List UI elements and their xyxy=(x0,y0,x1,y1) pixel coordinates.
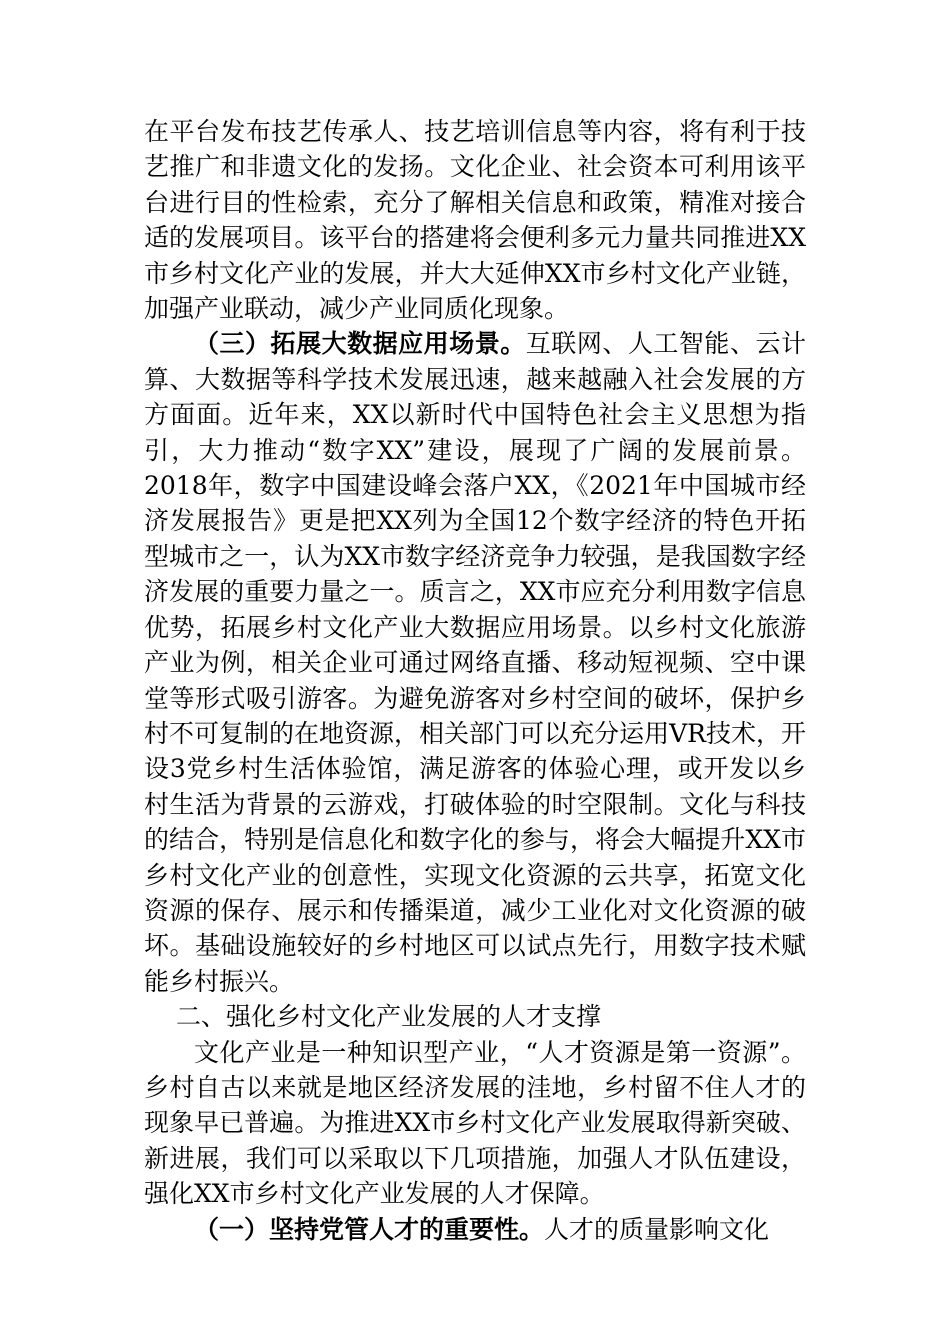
body-paragraph: 在平台发布技艺传承人、技艺培训信息等内容，将有利于技艺推广和非遗文化的发扬。文化企业、社会资本可利用该平台进行目的性检索，充分了解相关信息和政策，精准对接合适的发展项目。该平台的搭建将会便利多元力量共同推进XX市乡村文化产业的发展，并大大延伸XX市乡村文化产业链，加强产业联动，减少产业同质化现象。 xyxy=(144,117,806,324)
body-paragraph: 文化产业是一种知识型产业，“人才资源是第一资源”。乡村自古以来就是地区经济发展的洼地，乡村留不住人才的现象早已普遍。为推进XX市乡村文化产业发展取得新突破、新进展，我们可以采取以下几项措施，加强人才队伍建设，强化XX市乡村文化产业发展的人才保障。 xyxy=(144,1037,806,1209)
subsection-heading: （一）坚持党管人才的重要性。 xyxy=(194,1214,545,1244)
body-paragraph xyxy=(144,1212,806,1247)
paragraph-text: 人才的质量影响文化 xyxy=(544,1214,770,1244)
paragraph-text: 互联网、人工智能、云计算、大数据等科学技术发展迅速，越来越融入社会发展的方方面面。近年来，XX以新时代中国特色社会主义思想为指引，大力推动“数字XX”建设，展现了广阔的发展前景。2018年，数字中国建设峰会落户XX，《2021年中国城市经济发展报告》更是把XX列为全国12个数字经济的特色开拓型城市之一，认为XX市数字经济竞争力较强，是我国数字经济发展的重要力量之一。质言之，XX市应充分利用数字信息优势，拓展乡村文化产业大数据应用场景。以乡村文化旅游产业为例，相关企业可通过网络直播、移动短视频、空中课堂等形式吸引游客。为避免游客对乡村空间的破坏，保护乡村不可复制的在地资源，相关部门可以充分运用VR技术，开设3党乡村生活体验馆，满足游客的体验心理，或开发以乡村生活为背景的云游戏，打破体验的时空限制。文化与科技的结合，特别是信息化和数字化的参与，将会大幅提升XX市乡村文化产业的创意性，实现文化资源的云共享，拓宽文化资源的保存、展示和传播渠道，减少工业化对文化资源的破坏。基础设施较好的乡村地区可以试点先行，用数字技术赋能乡村振兴。 xyxy=(144,329,806,996)
document-page xyxy=(144,114,806,1247)
body-paragraph xyxy=(144,326,806,999)
subsection-heading: （三）拓展大数据应用场景。 xyxy=(194,329,526,359)
section-heading: 二、强化乡村文化产业发展的人才支撑 xyxy=(176,1002,602,1032)
